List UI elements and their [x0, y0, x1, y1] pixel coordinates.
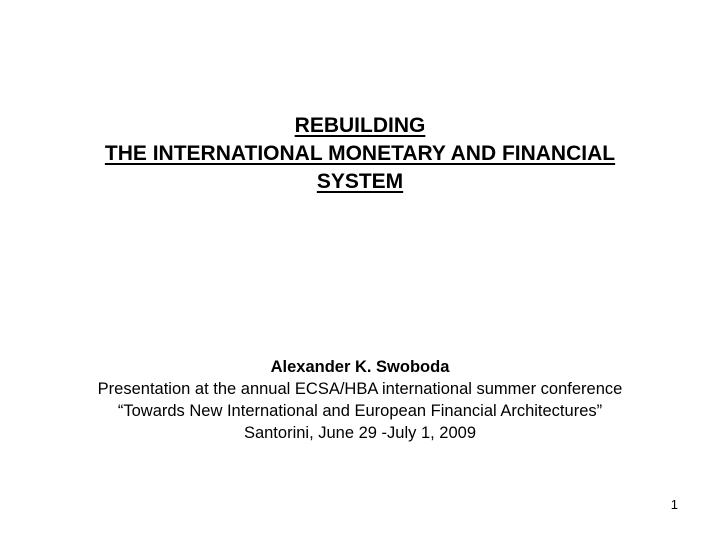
page-number: 1 — [670, 497, 678, 512]
title-line-1: REBUILDING — [294, 114, 426, 137]
location-date: Santorini, June 29 -July 1, 2009 — [243, 424, 477, 442]
title-line-2: THE INTERNATIONAL MONETARY AND FINANCIAL — [104, 142, 616, 165]
conference-title: “Towards New International and European Financial Architectures” — [117, 402, 603, 420]
author-block — [20, 356, 700, 444]
slide-title — [20, 112, 700, 196]
title-line-3: SYSTEM — [316, 170, 404, 193]
author-name: Alexander K. Swoboda — [270, 358, 450, 376]
presentation-venue: Presentation at the annual ECSA/HBA international summer conference — [97, 380, 623, 398]
